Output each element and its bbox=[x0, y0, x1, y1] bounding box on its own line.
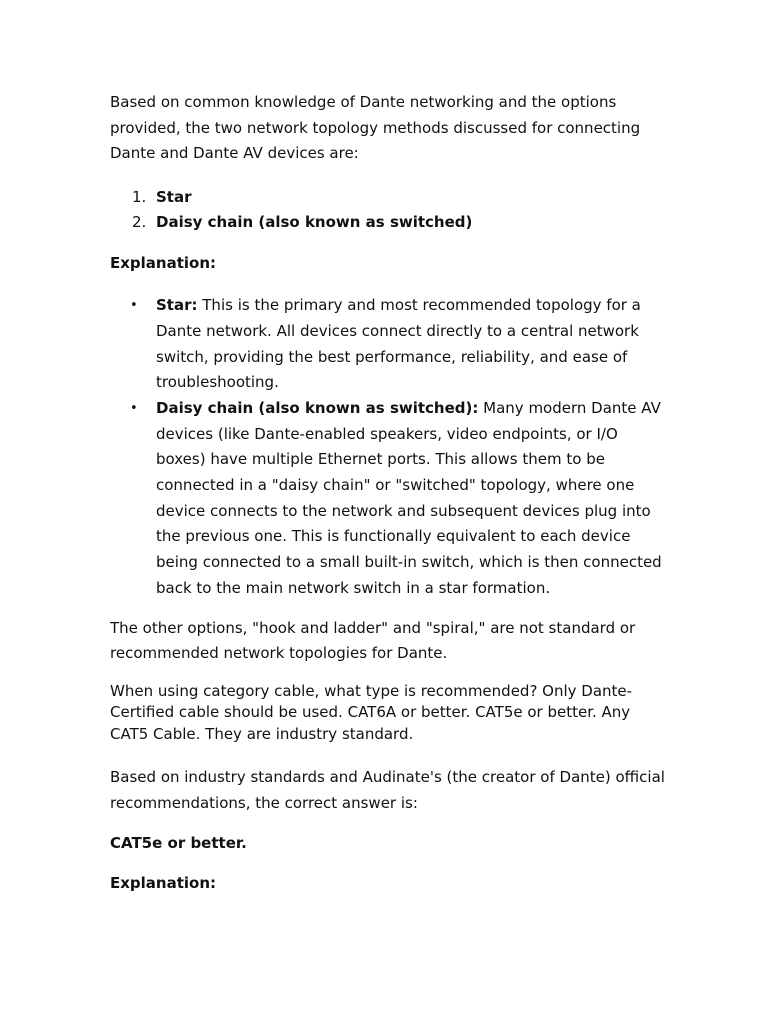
topology-list bbox=[110, 185, 670, 234]
explanation-list bbox=[110, 293, 670, 601]
list-number: 1. bbox=[132, 188, 147, 207]
list-item-label: Daisy chain (also known as switched) bbox=[156, 212, 473, 231]
bullet-icon: • bbox=[130, 298, 138, 314]
answer-intro-paragraph: Based on industry standards and Audinate's (the creator of Dante) official recommendations, the correct answer is: bbox=[110, 768, 665, 813]
list-item bbox=[110, 396, 670, 602]
explanation-text: This is the primary and most recommended topology for a Dante network. All devices connect directly to a central network switch, providing the best performance, reliability, and ease of troubleshooting. bbox=[156, 296, 641, 392]
list-item-label: Star bbox=[156, 188, 192, 207]
intro-paragraph: Based on common knowledge of Dante networking and the options provided, the two network topology methods discussed for connecting Dante and Dante AV devices are: bbox=[110, 93, 641, 163]
list-item bbox=[110, 185, 670, 210]
explanation-heading: Explanation: bbox=[110, 873, 217, 892]
answer-text: CAT5e or better. bbox=[110, 833, 247, 852]
other-options-paragraph: The other options, "hook and ladder" and "spiral," are not standard or recommended network topologies for Dante. bbox=[110, 618, 636, 663]
document-body bbox=[110, 90, 670, 895]
question-paragraph: When using category cable, what type is recommended? Only Dante-Certified cable should be used. CAT6A or better. CAT5e or better. Any CAT5 Cable. They are industry standard. bbox=[110, 681, 633, 743]
explanation-heading: Explanation: bbox=[110, 254, 217, 273]
explanation-text: Many modern Dante AV devices (like Dante-enabled speakers, video endpoints, or I/O boxes) have multiple Ethernet ports. This allows them to be connected in a "daisy chain" or "switched" topology, where one device connects to the network and subsequent devices plug into the previous one. This is functionally equivalent to each device being connected to a small built-in switch, which is then connected back to the main network switch in a star formation. bbox=[156, 398, 662, 597]
list-item bbox=[110, 210, 670, 235]
list-item bbox=[110, 293, 670, 396]
bullet-icon: • bbox=[130, 400, 138, 416]
list-number: 2. bbox=[132, 212, 147, 231]
explanation-term: Star: bbox=[156, 296, 198, 315]
explanation-term: Daisy chain (also known as switched): bbox=[156, 398, 479, 417]
